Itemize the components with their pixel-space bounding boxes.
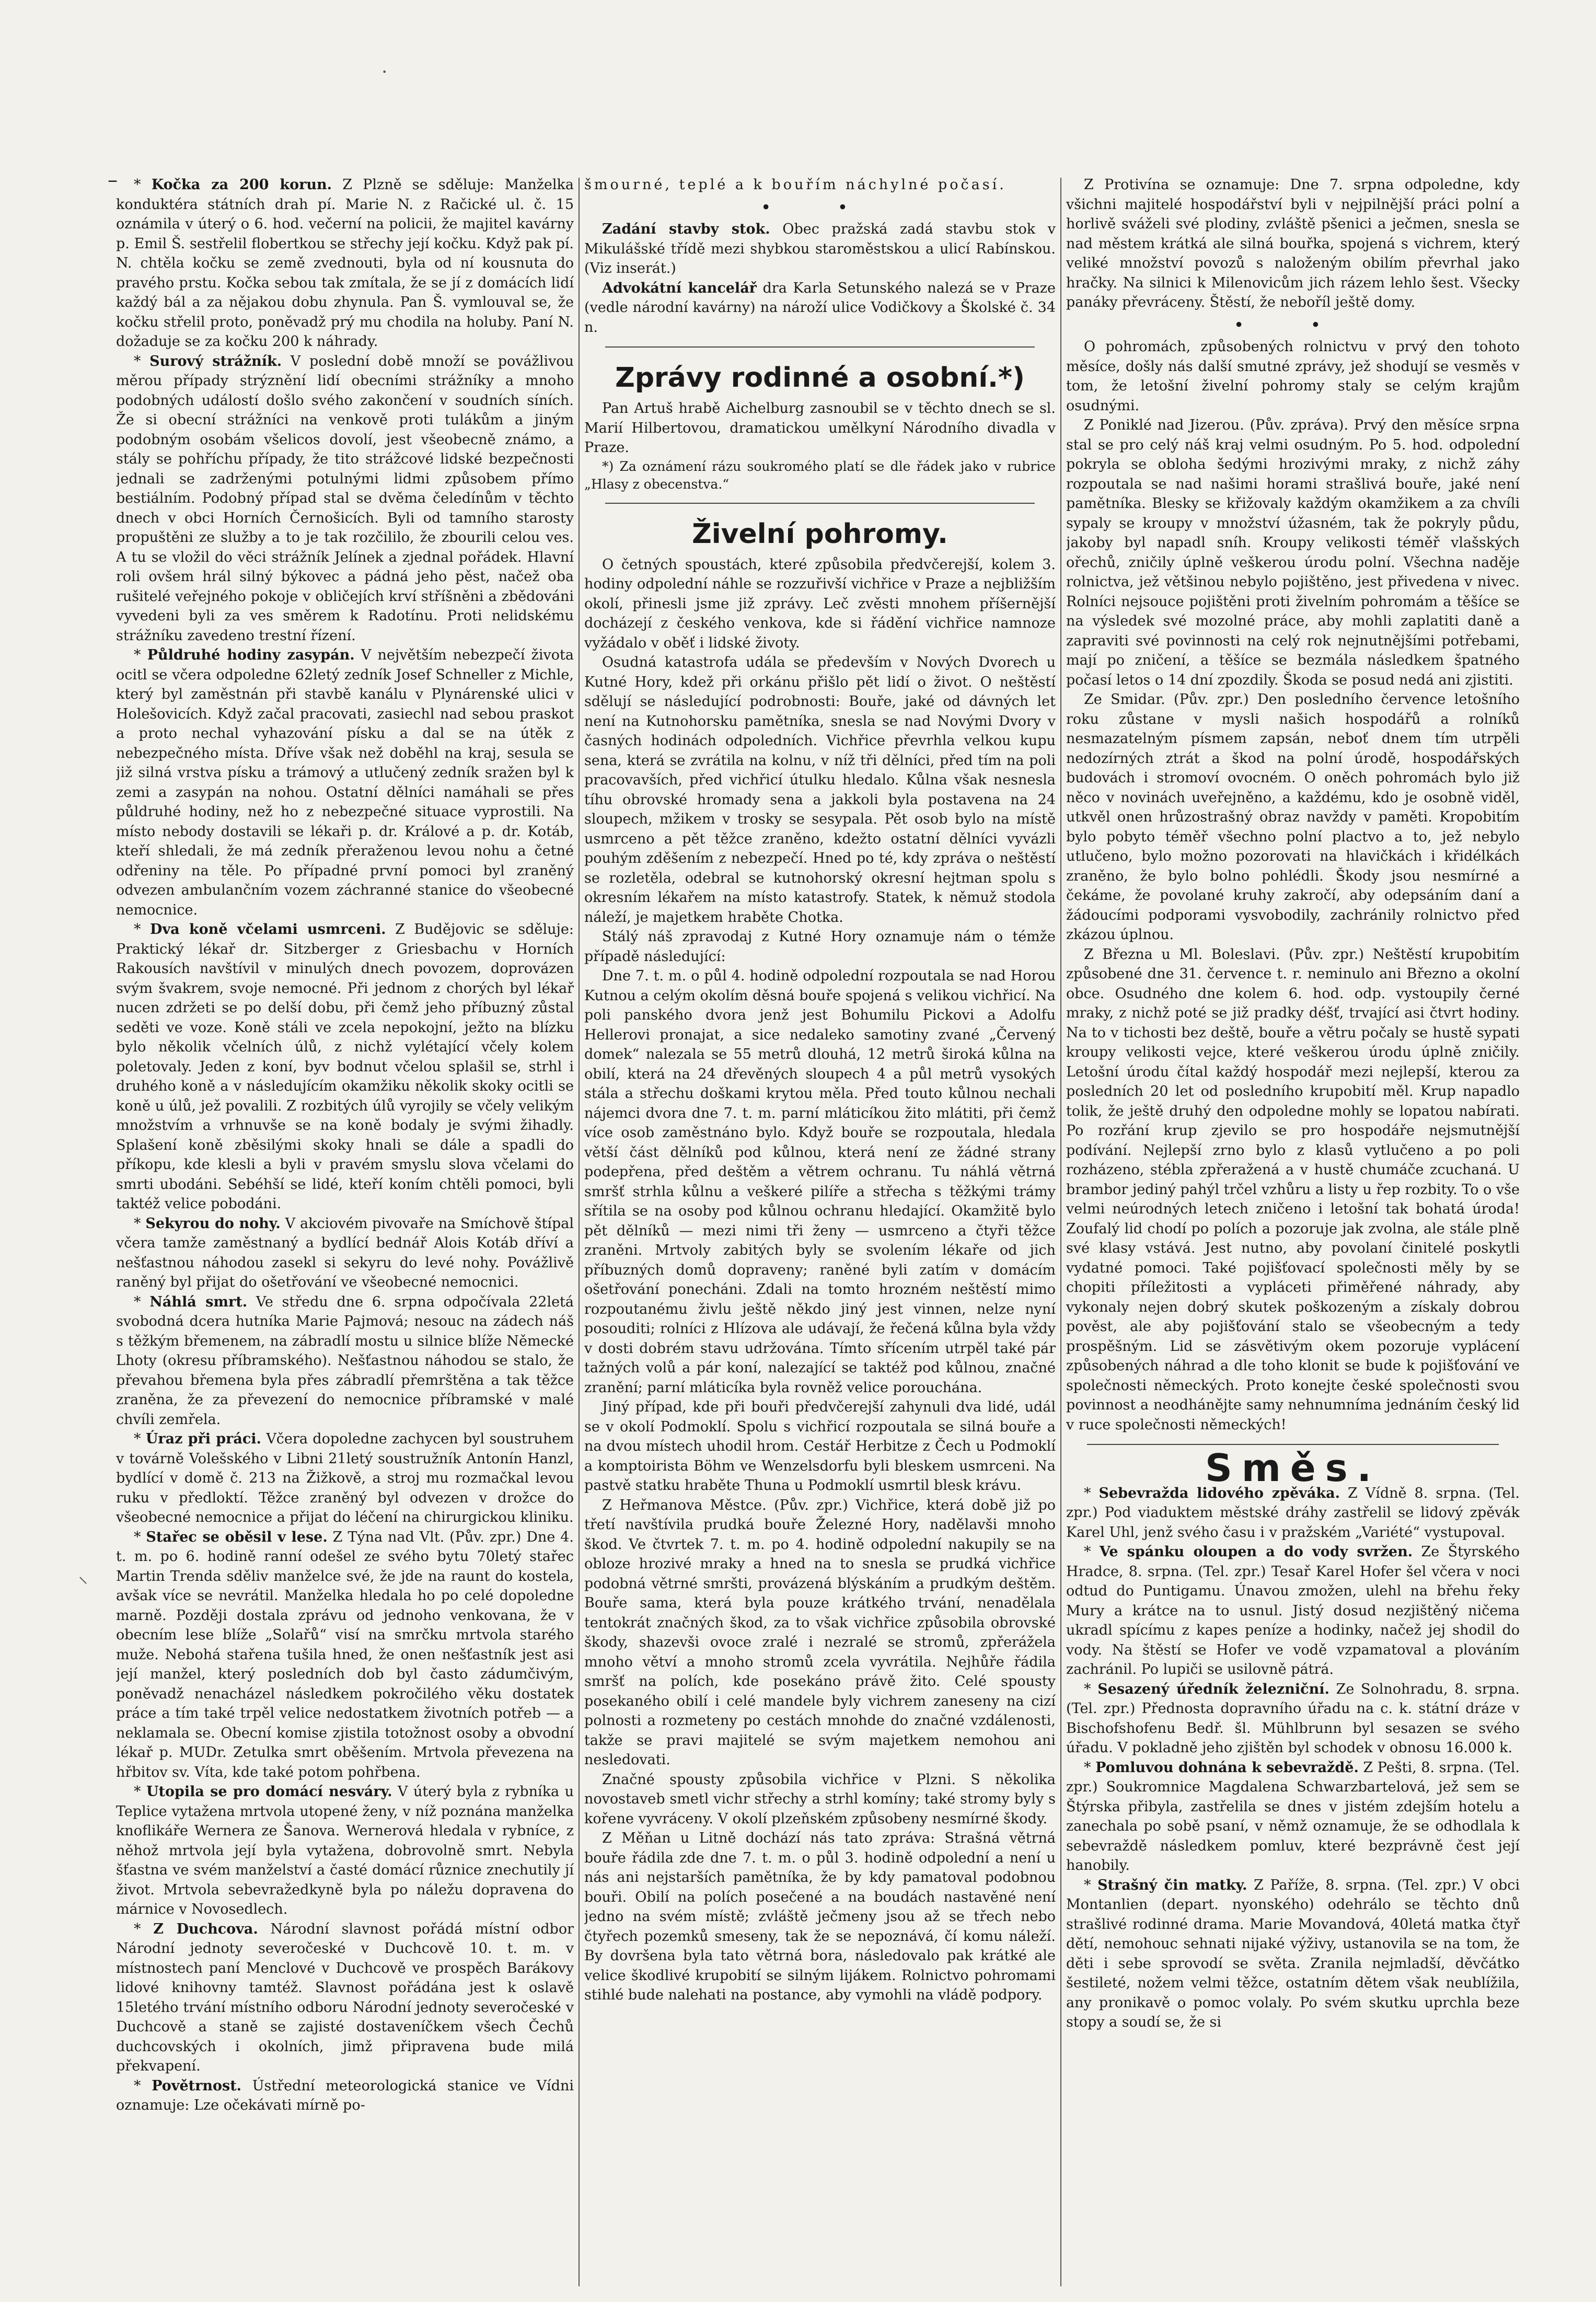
item-body: V akciovém pivovaře na Smíchově štípal včera tamže zaměstnaný a bydlící bednář Alois Kotáb dříví a nešťastnou náhodou zasekl si sekyru do levé nohy. Povážlivě raněný byl přijat do ošetřování ve všeobecné nemocnici. (116, 1215, 574, 1290)
item-body: Z Paříže, 8. srpna. (Tel. zpr.) V obci Montanlien (depart. nyonského) odehrálo se těchto dnů strašlivé rodinné drama. Marie Movandová, 40letá matka čtyř dětí, nemohouc sehnati nijaké výživy, ustanovila se na tom, že děti i sebe sprovodí se světa. Zranila nejmladší, děvčátko šestileté, nožem velmi těžce, ostatním dětem však neublížila, any pronikavě o pomoc volaly. Po svém skutku uprchla beze stopy a soudí se, že si (1066, 1877, 1520, 2030)
item-headline: Kočka za 200 korun. (151, 177, 332, 193)
smes-item: * Sebevražda lidového zpěváka. Z Vídně 8. srpna. (Tel. zpr.) Pod viaduktem městské dráhy zastřelil se lidový zpěvák Karel Uhl, jenž svého času i v pražském „Variété“ vystupoval. (1066, 1485, 1520, 1541)
notices-list (584, 219, 1056, 337)
item-headline: Pomluvou dohnána k sebevraždě. (1095, 1759, 1359, 1776)
disaster-paragraph: Z Března u Ml. Boleslavi. (Pův. zpr.) Neštěstí krupobitím způsobené dne 31. července t. r. neminulo ani Březno a okolní obce. Osudného dne kolem 6. hod. odp. vystoupily černé mraky, z nichž poté se již pradky déšť, trvající asi čtvrt hodiny. Na to v tichosti bez deště, bouře a větru počaly se hustě sypati kroupy velikosti vejce, které veškerou úrodu úplně zničily. Letošní úrodu čítal každý hospodář mezi nejlepší, kterou za posledních 20 let od posledního krupobití měl. Krup napadlo tolik, že ještě druhý den odpoledne mohly se lopatou nabírati. Po rozřání krup zjevilo se pro hospodáře nejsmutnější podívání. Nejlepší zrno bylo z klasů vytlučeno a po poli rozházeno, stébla zpřeražená a v hustě chumáče zcuchaná. U brambor jediný pahýl trčel vzhůru a listy u řep rozbity. To o vše velmi neúrodných letech zničeno i letošní tak bohatá úroda! Zoufalý lid chodí po polích a pozoruje jak zvolna, ale stále plně své klasy vstává. Jest nutno, aby povolaní činitelé poskytli vydatné pomoci. Také pojišťovací společnosti měly by se chopiti příležitosti a vypláceti přiměřené náhrady, aby vykonaly nejen dobrý skutek poškozeným a získaly dobrou pověst, ale aby pojišťování stalo se všeobecným a tedy prospěšným. Lid se zásvětivým okem pozoruje vyplácení způsobených náhrad a dle toho klonit se bude k pojišťování ve společnosti německých. Proto konejte české společnosti svou povinnost a neodhánějte samy nehnumníma jednáním český lid v ruce společnosti německých! (1066, 946, 1520, 1433)
news-item: * Dva koně včelami usmrceni. Z Budějovic se sděluje: Praktický lékař dr. Sitzberger z Griesbachu v Horních Rakousích navštívil v minulých dnech povozem, doprovázen svým švakrem, svoje nemocné. Při jednom z chorých byl lékař nucen zdržeti se po delší dobu, při čemž jeho příbuzný zůstal seděti ve voze. Koně stáli ve zcela nepokojní, ježto na blízku bylo několik včelních úlů, z nichž vylétající včely kolem poletovaly. Jeden z koní, byv bodnut včelou splašil se, strhl i druhého koně a v následujícím okamžiku několik skoky ocitli se koně u úlů, jež povalili. Z rozbitých úlů vyrojily se včely velikým množstvím a vrhnuvše se na koně bodaly je svými žihadly. Splašení koně zběsilými skoky hnali se dále a spadli do příkopu, kde klesli a byli v pravém smyslu slova včelami do smrti ubodáni. Sebéhší se lidé, kteří koním chtěli pomoci, byli taktéž velice pobodáni. (116, 921, 574, 1212)
weather-continuation: šmourné, teplé a k bouřím náchylné počasí. (584, 177, 1007, 193)
item-headline: Půldruhé hodiny zasypán. (147, 647, 355, 663)
notice-item (584, 279, 1056, 338)
news-item: * Kočka za 200 korun. Z Plzně se sděluje: Manželka konduktéra státních drah pí. Marie N. z Račické ul. č. 15 oznámila v úterý o 6. hod. večerní na policii, že majitel kavárny p. Emil Š. sestřelil flobertkou se střechy její kočku. Když pak pí. N. chtěla kočku se země zvednouti, byla od ní kousnuta do pravého prstu. Kočka sebou tak zmítala, že se jí z domácích lidí každý bál a za nějakou dobu zhynula. Pan Š. vymlouval se, že kočku střelil proto, poněvadž prý mu chodila na holuby. Paní N. dožaduje se za kočku 200 k náhrady. (116, 177, 574, 350)
smes-item: * Strašný čin matky. Z Paříže, 8. srpna. (Tel. zpr.) V obci Montanlien (depart. nyonského) odehrálo se těchto dnů strašlivé rodinné drama. Marie Movandová, 40letá matka čtyř dětí, nemohouc sehnati nijaké výživy, ustanovila se na tom, že děti i sebe sprovodí se světa. Zranila nejmladší, děvčátko šestileté, nožem velmi těžce, ostatním dětem však neublížila, any pronikavě o pomoc volaly. Po svém skutku uprchla beze stopy a soudí se, že si (1066, 1877, 1520, 2030)
item-body: Z Týna nad Vlt. (Pův. zpr.) Dne 4. t. m. po 6. hodině ranní odešel ze svého bytu 70letý stařec Martin Trenda sděliv manželce své, že jde na raunt do kostela, avšak více se nevrátil. Manželka hledala ho po celé dopoledne marně. Později dostala zprávu od jednoho venkovana, že v obecním lese blíže „Solařů“ visí na smrčku mrtvola starého muže. Nebohá stařena tušila hned, že onen nešťastník jest asi její manžel, který posledních dob byl často zádumčivým, poněvadž nenacházel následkem pokročilého věku dostatek práce a tím také trpěl velice nedostatkem životních potřeb — a neklamala se. Obecní komise zjistila totožnost osoby a obvodní lékař p. MUDr. Zetulka smrt oběšením. Mrtvola převezena na hřbitov sv. Víta, kde také potom pohřbena. (116, 1529, 574, 1780)
disaster-section-title: Živelní pohromy. (692, 518, 948, 550)
item-headline: Sesazený úředník železniční. (1097, 1681, 1329, 1697)
disaster-paragraph: Z Měňan u Litně dochází nás tato zpráva: Strašná větrná bouře řádila zde dne 7. t. m. o půl 3. hodině odpolední a není u nás ani nejstarších pamětníka, že by kdy pamatoval podobnou bouři. Obilí na polích posečené a na boudách nastavěné není jedno na svém místě; zvláště ječmeny jsou až se třech nebo čtyřech pozemků smeseny, tak že se nepoznává, čí komu náleží. By dovršena byla tato větrná bora, následovalo pak krátké ale velice škodlivé krupobití se silným lijákem. Rolnictvo pohromami stihlé bude nalehati na postance, aby vymohli na vládě podpory. (584, 1830, 1056, 2003)
disaster-paragraph: Stálý náš zpravodaj z Kutné Hory oznamuje nám o témže případě následující: (584, 929, 1056, 965)
item-headline: Stařec se oběsil v lese. (146, 1529, 328, 1545)
notice-headline: Zadání stavby stok. (602, 221, 770, 237)
column-rule-right (1060, 178, 1061, 2286)
item-headline: Sekyrou do nohy. (145, 1215, 281, 1232)
item-body: Z Vídně 8. srpna. (Tel. zpr.) Pod viaduktem městské dráhy zastřelil se lidový zpěvák Karel Uhl, jenž svého času i v pražském „Variété“ vystupoval. (1066, 1485, 1520, 1541)
item-headline: Náhlá smrt. (149, 1293, 248, 1310)
disaster-articles-continued (1066, 175, 1520, 1435)
family-announcement: Pan Artuš hrabě Aichelburg zasnoubil se v těchto dnech se sl. Marií Hilbertovou, dramatickou umělkyní Národního divadla v Praze. (584, 400, 1056, 456)
smes-section-title: Směs. (1205, 1446, 1381, 1490)
notice-item (584, 219, 1056, 279)
item-headline: Dva koně včelami usmrceni. (150, 921, 386, 938)
disaster-paragraph: Z Poniklé nad Jizerou. (Pův. zpráva). Prvý den měsíce srpna stal se pro celý náš kraj velmi osudným. Po 5. hod. odpolední pokryla se obloha šedými hrozivými mraky, z nichž záhy rozpoutala se nad našimi horami strašlivá bouře, jaké není pamětníka. Blesky se křižovaly každým okamžikem a za chvíli sypaly se kroupy v množství úžasném, tak že pokryly půdu, jakoby byl napadl sníh. Kroupy velikosti téměř vlašských ořechů, zničily úplně veškerou úrodu polní. Všechna naděje rolnictva, jež většinou nebylo pojištěno, jest přivedena v nivec. Rolníci nejsouce pojištěni proti živelním pohromám a těšíce se na výsledek své mozolné práce, aby mohli zaplatiti daně a zapraviti své povinnosti na celý rok nejnutnějšími potřebami, mají po zničení, a těšíce se bezmála následkem špatného počasí letos o 14 dní zpozdily. Škoda se posud nedá ani zjistiti. (1066, 417, 1520, 688)
family-section-title: Zprávy rodinné a osobní.*) (615, 362, 1025, 394)
item-body: V poslední době množí se povážlivou měrou případy strýznění lidí obecními strážníky a mnoho podobných událostí došlo svého zakončení v soudních síních. Že si obecní strážníci na venkově proti tulákům a jiným podobným osobám všelicos dovolí, jest všeobecně známo, a stály se pohříchu případy, že tito strážcové lidské bezpečnosti jednali se zadrženými potulnými lidmi způsobem přímo bestiálním. Podobný případ stal se dvěma čeledínům v těchto dnech v obci Horních Černošicích. Byli od tamního starosty propuštěni ze služby a to je tak rozčililo, že zbourili celou ves. A tu se vložil do věci strážník Jelínek a zjednal pořádek. Hlavní roli ovšem hrál silný býkovec a pádná jeho pěst, načež oba rušitelé veřejného pokoje v obličejích krví stříšněni a zbědováni vyvedeni byli za ves směrem k Radotínu. Proti nelidskému strážníku zavedeno trestní řízení. (116, 353, 574, 644)
news-item: * Stařec se oběsil v lese. Z Týna nad Vlt. (Pův. zpr.) Dne 4. t. m. po 6. hodině ranní odešel ze svého bytu 70letý stařec Martin Trenda sděliv manželce své, že jde na raunt do kostela, avšak více se nevrátil. Manželka hledala ho po celé dopoledne marně. Později dostala zprávu od jednoho venkovana, že v obecním lese blíže „Solařů“ visí na smrčku mrtvola starého muže. Nebohá stařena tušila hned, že onen nešťastník jest asi její manžel, který posledních dob byl často zádumčivým, poněvadž nenacházel následkem pokročilého věku dostatek práce a tím také trpěl velice nedostatkem životních potřeb — a neklamala se. Obecní komise zjistila totožnost osoby a obvodní lékař p. MUDr. Zetulka smrt oběšením. Mrtvola převezena na hřbitov sv. Víta, kde také potom pohřbena. (116, 1529, 574, 1780)
section-divider (1087, 1444, 1499, 1445)
item-headline: Surový strážník. (149, 353, 282, 369)
news-item: * Sekyrou do nohy. V akciovém pivovaře na Smíchově štípal včera tamže zaměstnaný a bydlící bednář Alois Kotáb dříví a nešťastnou náhodou zasekl si sekyru do levé nohy. Povážlivě raněný byl přijat do ošetřování ve všeobecné nemocnici. (116, 1215, 574, 1290)
smes-articles (1066, 1484, 1520, 2032)
margin-mark: ⁻ (107, 172, 119, 197)
smes-item: * Ve spánku oloupen a do vody svržen. Ze Štyrského Hradce, 8. srpna. (Tel. zpr.) Tesař Karel Hofer šel včera v noci odtud do Puntigamu. Únavou zmožen, ulehl na břehu řeky Mury a krátce na to usnul. Jistý dosud nezjištěný ničema ukradl spícímu z kapes peníze a hodinky, načež jej shodil do vody. Na štěstí se Hofer ve vodě vzpamatoval a plováním zachránil. Po lupiči se usilovně pátrá. (1066, 1544, 1520, 1678)
disaster-paragraph: Značné spousty způsobila vichřice v Plzni. S několika novostaveb smetl vichr střechy a strhl komíny; také stromy byly s kořene vyvráceny. V okolí plzeňském způsobeny nesmírné škody. (584, 1771, 1056, 1827)
disaster-paragraph: O pohromách, způsobených rolnictvu v prvý den tohoto měsíce, došly nás další smutné zprávy, jež shodují se vesměs v tom, že letošní živelní pohromy staly se celým krajům osudnými. (1066, 339, 1520, 414)
print-speck: · (381, 62, 388, 83)
column-rule-left (579, 178, 580, 2286)
item-body: Ze Solnohradu, 8. srpna. (Tel. zpr.) Přednosta dopravního úřadu na c. k. státní dráze v Bischofshofenu Bedř. šl. Mühlbrunn byl sesazen se svého úřadu. V pokladně jeho zjištěn byl schodek v obnosu 16.000 k. (1066, 1681, 1520, 1756)
news-item: * Půldruhé hodiny zasypán. V největším nebezpečí života ocitl se včera odpoledne 62letý zedník Josef Schneller z Michle, který byl zaměstnán při stavbě kanálu v Plynárenské ulici v Holešovicích. Když začal pracovati, zasiechl nad sebou praskot a proto nechal vyhazování písku a dal se na útěk z nebezpečného místa. Dříve však než doběhl na kraj, sesula se již silná vrstva písku a trámový a utlučený zedník sražen byl k zemi a zasypán na nohou. Ostatní dělníci namáhali se přes půldruhé hodiny, než ho z nebezpečné situace vyprostili. Na místo nebody dostavili se lékaři p. dr. Králové a p. dr. Kotáb, kteří shledali, že má zedník přeraženou levou nohu a četné odřeniny na těle. Po případné první pomoci byl zraněný odvezen ambulančním vozem záchranné stanice do všeobecné nemocnice. (116, 647, 574, 918)
column-left (116, 175, 574, 2286)
news-item: * Povětrnost. Ústřední meteorologická stanice ve Vídni oznamuje: Lze očekávati mírně po- (116, 2077, 574, 2113)
disaster-paragraph: Osudná katastrofa udála se především v Nových Dvorech u Kutné Hory, kdež při orkánu přišlo pět lidí o život. O neštěstí sdělují se následující podrobnosti: Bouře, jaké od dávných let není na Kutnohorsku pamětníka, snesla se nad Novými Dvory v časných hodinách odpoledních. Vichřice převrhla velkou kupu sena, která se zvrátila na kolnu, v níž tři dělníci, před tím na poli pracovavších, před vichřicí útulku hledalo. Kůlna však nesnesla tíhu obrovské hromady sena a jakkoli byla postavena na 24 sloupech, mžikem v trosky se sesypala. Pět osob bylo na místě usmrceno a pět těžce zraněno, kdežto ostatní dělníci vyvázli pouhým zděšením z nebezpečí. Hned po té, kdy zpráva o neštěstí se rozletěla, odebral se kutnohorský okresní hejtman spolu s okresním lékařem na místo katastrofy. Statek, k němuž stodola náleží, je majetkem hraběte Chotka. (584, 654, 1056, 926)
disaster-articles (584, 555, 1056, 2005)
item-body: V největším nebezpečí života ocitl se včera odpoledne 62letý zedník Josef Schneller z Michle, který byl zaměstnán při stavbě kanálu v Plynárenské ulici v Holešovicích. Když začal pracovati, zasiechl nad sebou praskot a proto nechal vyhazování písku a dal se na útěk z nebezpečného místa. Dříve však než doběhl na kraj, sesula se již silná vrstva písku a trámový a utlučený zedník sražen byl k zemi a zasypán na nohou. Ostatní dělníci namáhali se přes půldruhé hodiny, než ho z nebezpečné situace vyprostili. Na místo nebody dostavili se lékaři p. dr. Králové a p. dr. Kotáb, kteří shledali, že má zedník přeraženou levou nohu a četné odřeniny na těle. Po případné první pomoci byl zraněný odvezen ambulančním vozem záchranné stanice do všeobecné nemocnice. (116, 647, 574, 918)
item-headline: Z Duchcova. (153, 1921, 258, 1937)
item-body: Ve středu dne 6. srpna odpočívala 22letá svobodná dcera hutníka Marie Pajmová; nesouc na zádech náš s těžkým břemenem, na zábradlí mostu u silnice blíže Německé Lhoty (okresu příbramského). Nešťastnou náhodou se stalo, že převahou břemena byla přes zábradlí přemrštěna a tak těžce zraněna, že za převezení do nemocnice příbramské v malé chvíli zemřela. (116, 1293, 574, 1428)
item-body: Včera dopoledne zachycen byl soustruhem v továrně Volešského v Libni 21letý soustružník Antonín Hanzl, bydlící v domě č. 213 na Žižkově, a stroj mu rozmačkal levou ruku v předloktí. Těžce zraněný byl odvezen v drožce do všeobecné nemocnice a přijat do léčení na chirurgickou kliniku. (116, 1431, 574, 1525)
item-body: Ústřední meteorologická stanice ve Vídni oznamuje: Lze očekávati mírně po- (116, 2077, 574, 2113)
separator-dots: • • (1234, 317, 1351, 333)
item-body: Z Plzně se sděluje: Manželka konduktéra státních drah pí. Marie N. z Račické ul. č. 15 oznámila v úterý o 6. hod. večerní na policii, že majitel kavárny p. Emil Š. sestřelil flobertkou se střechy její kočku. Když pak pí. N. chtěla kočku se země zvednouti, byla od ní kousnuta do pravého prstu. Kočka sebou tak zmítala, že se jí z domácích lidí každý bál a za nějakou dobu zhynula. Pan Š. vymlouval se, že kočku střelil proto, poněvadž prý mu chodila na holuby. Paní N. dožaduje se za kočku 200 k náhrady. (116, 177, 574, 350)
disaster-paragraph: O četných spoustách, které způsobila předvčerejší, kolem 3. hodiny odpolední náhle se rozzuřivší vichřice v Praze a nejbližším okolí, přinesli jsme již zprávy. Leč zvěsti mnohem příšernější docházejí z českého venkova, kde si řádění vichřice namnoze vyžádalo v oběť i lidské životy. (584, 556, 1056, 651)
item-body: Z Budějovic se sděluje: Praktický lékař dr. Sitzberger z Griesbachu v Horních Rakousích navštívil v minulých dnech povozem, doprovázen svým švakrem, svoje nemocné. Při jednom z chorých byl lékař nucen zdržeti se po delší dobu, při čemž jeho příbuzný zůstal seděti ve voze. Koně stáli ve zcela nepokojní, ježto na blízku bylo několik včelních úlů, z nichž vylétající včely kolem poletovaly. Jeden z koní, byv bodnut včelou splašil se, strhl i druhého koně a v následujícím okamžiku několik skoky ocitli se koně u úlů, jež povalili. Z rozbitých úlů vyrojily se včely velikým množstvím a vrhnuvše se na koně bodaly je svými žihadly. Splašení koně zběsilými skoky hnali se dále a spadli do příkopu, kde klesli a byli v pravém smyslu slova včelami do smrti ubodáni. Sebéhší se lidé, kteří koním chtěli pomoci, byli taktéž velice pobodáni. (116, 921, 574, 1212)
print-speck: ⸜ (78, 1566, 88, 1587)
item-headline: Úraz při práci. (145, 1431, 261, 1447)
item-headline: Strašný čin matky. (1097, 1877, 1247, 1893)
smes-item: * Pomluvou dohnána k sebevraždě. Z Pešti, 8. srpna. (Tel. zpr.) Soukromnice Magdalena Schwarzbartelová, jež sem se Štýrska přibyla, zastřelila se dnes v jistém zdejším hotelu a zanechala po sobě psaní, v němž oznamuje, že se odhodlala k sebevraždě následkem pomluv, které bezprávně čest její hanobily. (1066, 1759, 1520, 1873)
notice-headline: Advokátní kancelář (602, 280, 757, 296)
disaster-paragraph: Ze Smidar. (Pův. zpr.) Den posledního července letošního roku zůstane v mysli našich hospodářů a rolníků nesmazatelným písmem zapsán, neboť dnem tím utrpěli nedozírných ztrát a škod na polní úrodě, hospodářských budovách i stromoví ovocném. O oněch pohromách bylo již něco v novinách uveřejněno, a každému, kdo je osobně viděl, utkvěl onen hrůzostrašný obraz navždy v paměti. Kropobitím bylo pobyto téměř všechno polní plactvo a to, jež nebylo utlučeno, bylo možno pozorovati na hlavičkách i křidélkách zraněno, že bylo bolno pohlédli. Škody jsou nesmírné a čekáme, že povolané kruhy zakročí, aby odepsáním daní a žádoucími podporami vysvobodily, zachránily rolnictvo před zkázou úplnou. (1066, 691, 1520, 943)
separator-dots: • • (761, 199, 878, 216)
item-headline: Sebevražda lidového zpěváka. (1098, 1485, 1340, 1501)
column-middle (584, 175, 1056, 2286)
disaster-paragraph: Jiný případ, kde při bouři předvčerejší zahynuli dva lidé, udál se v okolí Podmoklí. Spolu s vichřicí rozpoutala se silná bouře a na dvou místech uhodil hrom. Cestář Herbitze z Čech u Podmoklí a komptoirista Böhm ve Wenzelsdorfu byli bleskem usmrceni. Na pastvě statku hraběte Thuna u Podmoklí usmrtil blesk krávu. (584, 1399, 1056, 1494)
item-body: Národní slavnost pořádá místní odbor Národní jednoty severočeské v Duchcově 10. t. m. v místnostech paní Menclové v Duchcově ve prospěch Barákovy lidové knihovny tamtéž. Slavnost pořádána jest k oslavě 15letého trvání místního odboru Národní jednoty severočeské v Duchcově a staně se zajisté dostaveníčkem všech Čechů duchcovských i okolních, jimž připravena bude milá překvapení. (116, 1921, 574, 2074)
news-item: * Náhlá smrt. Ve středu dne 6. srpna odpočívala 22letá svobodná dcera hutníka Marie Pajmová; nesouc na zádech náš s těžkým břemenem, na zábradlí mostu u silnice blíže Německé Lhoty (okresu příbramského). Nešťastnou náhodou se stalo, že převahou břemena byla přes zábradlí přemrštěna a tak těžce zraněna, že za převezení do nemocnice příbramské v malé chvíli zemřela. (116, 1293, 574, 1428)
notice-body: dra Karla Setunského nalezá se v Praze (vedle národní kavárny) na nároží ulice Vodičkovy a Školské č. 34 n. (584, 280, 1056, 336)
news-item: * Surový strážník. V poslední době množí se povážlivou měrou případy strýznění lidí obecními strážníky a mnoho podobných událostí došlo svého zakončení v soudních síních. Že si obecní strážníci na venkově proti tulákům a jiným podobným osobám všelicos dovolí, jest všeobecně známo, a stály se pohříchu případy, že tito strážcové lidské bezpečnosti jednali se zadrženými potulnými lidmi způsobem přímo bestiálním. Podobný případ stal se dvěma čeledínům v těchto dnech v obci Horních Černošicích. Byli od tamního starosty propuštěni ze služby a to je tak rozčililo, že zbourili celou ves. A tu se vložil do věci strážník Jelínek a zjednal pořádek. Hlavní roli ovšem hrál silný býkovec a pádná jeho pěst, načež oba rušitelé veřejného pokoje v obličejích krví stříšněni a zbědováni vyvedeni byli za ves směrem k Radotínu. Proti nelidskému strážníku zavedeno trestní řízení. (116, 353, 574, 644)
item-body: Ze Štyrského Hradce, 8. srpna. (Tel. zpr.) Tesař Karel Hofer šel včera v noci odtud do Puntigamu. Únavou zmožen, ulehl na břehu řeky Mury a krátce na to usnul. Jistý dosud nezjištěný ničema ukradl spícímu z kapes peníze a hodinky, načež jej shodil do vody. Na štěstí se Hofer ve vodě vzpamatoval a plováním zachránil. Po lupiči se usilovně pátrá. (1066, 1544, 1520, 1678)
disaster-paragraph: Z Heřmanova Městce. (Pův. zpr.) Vichřice, která době již po třetí navštívila prudká bouře Železné Hory, nadělavši mnoho škod. Ve čtvrtek 7. t. m. po 4. hodině odpolední nakupily se na obloze hrozivé mraky a hned na to snesla se prudká vichřice podobná větrné smršti, provázená blýskáním a prudkým deštěm. Bouře sama, která byla pouze krátkého trvání, nenadělala tentokrát značných škod, za to však vichřice způsobila obrovské škody, shazevši ovoce zralé i nezralé se stromů, zpřerážela mnoho větví a mnoho stromů zcela vyvrátila. Nejhůře řádila smršť na polích, kde posekáno právě žito. Celé spousty posekaného obilí i celé mandele byly vichrem zaneseny na cizí polnosti a rozmeteny po cestách mnohde do značné vzdálenosti, takže se pravi majitelé se svým majetkem nemohou ani nesledovati. (584, 1497, 1056, 1768)
smes-item: * Sesazený úředník železniční. Ze Solnohradu, 8. srpna. (Tel. zpr.) Přednosta dopravního úřadu na c. k. státní dráze v Bischofshofenu Bedř. šl. Mühlbrunn byl sesazen se svého úřadu. V pokladně jeho zjištěn byl schodek v obnosu 16.000 k. (1066, 1681, 1520, 1756)
column-right (1066, 175, 1520, 2286)
news-item: * Utopila se pro domácí nesváry. V úterý byla z rybníka u Teplice vytažena mrtvola utopené ženy, v níž poznána manželka knoflikáře Wernera ze Šanova. Wernerová hledala v rybníce, z něhož mrtvola její byla vytažena, dobrovolně smrt. Nebyla šťastna ve svém manželství a časté domácí různice znechutily jí život. Mrtvola sebevražedkyně byla po náležu dopravena do márnice v Novosedlech. (116, 1784, 574, 1917)
news-item: * Z Duchcova. Národní slavnost pořádá místní odbor Národní jednoty severočeské v Duchcově 10. t. m. v místnostech paní Menclové v Duchcově ve prospěch Barákovy lidové knihovny tamtéž. Slavnost pořádána jest k oslavě 15letého trvání místního odboru Národní jednoty severočeské v Duchcově a staně se zajisté dostaveníčkem všech Čechů duchcovských i okolních, jimž připravena bude milá překvapení. (116, 1921, 574, 2074)
section-divider (605, 503, 1035, 504)
item-headline: Povětrnost. (152, 2077, 242, 2094)
section-divider (605, 346, 1035, 348)
notice-body: Obec pražská zadá stavbu stok v Mikulášské třídě mezi shybkou staroměstskou a ulicí Rabínskou. (Viz inserát.) (584, 221, 1056, 276)
disaster-paragraph: Dne 7. t. m. o půl 4. hodině odpolední rozpoutala se nad Horou Kutnou a celým okolím děsná bouře spojená s velikou vichřicí. Na poli panského dvora jenž jest Bohumilu Pickovi a Adolfu Hellerovi pronajat, a sice nedaleko samotiny zvané „Červený domek“ nalezala se 55 metrů dlouhá, 12 metrů široká kůlna na obilí, která na 24 dřevěných sloupech 4 a půl metrů vysokých stála a střechu doškami krytou měla. Před touto kůlnou nechali nájemci dvora dne 7. t. m. parní mláticíkou žito mlátiti, při čemž více osob zaměstnáno bylo. Když bouře se rozpoutala, hledala větší část dělníků pod kůlnou, která není ze žádné strany podepřena, před deštěm a větrem ochranu. Tu náhlá větrná smršť strhla kůlnu a veškeré pilíře a střecha s těžkými trámy sřítila se na osoby pod kůlnou ochranu hledající. Okamžitě bylo pět dělníků — mezi nimi tři ženy — usmrceno a čtyři těžce zraněni. Mrtvoly zabitých byly se svolením lékaře od jich příbuzných domů dopraveny; raněné byli zatím v domácím ošetřování ponecháni. Zdali na tomto hrozném neštěstí mimo rozpoutanému živlu ještě někdo jiný jest vinnen, nelze nyní posouditi; rolníci z Hlízova ale udávají, že řečená kůlna byla vždy v dosti dobrém stavu udržována. Tímto sřícením utrpěl také pár tažných volů a pár koní, nalezající se taktéž pod kůlnou, značné zranění; parní mláticíka byla rovněž velice porouchána. (584, 968, 1056, 1396)
item-headline: Ve spánku oloupen a do vody svržen. (1099, 1544, 1413, 1560)
item-body: Z Pešti, 8. srpna. (Tel. zpr.) Soukromnice Magdalena Schwarzbartelová, jež sem se Štýrska přibyla, zastřelila se dnes v jistém zdejším hotelu a zanechala po sobě psaní, v němž oznamuje, že se odhodlala k sebevraždě následkem pomluv, které bezprávně čest její hanobily. (1066, 1759, 1520, 1873)
item-headline: Utopila se pro domácí nesváry. (146, 1784, 392, 1800)
item-body: V úterý byla z rybníka u Teplice vytažena mrtvola utopené ženy, v níž poznána manželka knoflikáře Wernera ze Šanova. Wernerová hledala v rybníce, z něhož mrtvola její byla vytažena, dobrovolně smrt. Nebyla šťastna ve svém manželství a časté domácí různice znechutily jí život. Mrtvola sebevražedkyně byla po náležu dopravena do márnice v Novosedlech. (116, 1784, 574, 1917)
family-footnote: *) Za oznámení rázu soukromého platí se dle řádek jako v rubrice „Hlasy z obecenstva.“ (584, 458, 1056, 492)
news-item: * Úraz při práci. Včera dopoledne zachycen byl soustruhem v továrně Volešského v Libni 21letý soustružník Antonín Hanzl, bydlící v domě č. 213 na Žižkově, a stroj mu rozmačkal levou ruku v předloktí. Těžce zraněný byl odvezen v drožce do všeobecné nemocnice a přijat do léčení na chirurgickou kliniku. (116, 1431, 574, 1525)
disaster-paragraph: Z Protivína se oznamuje: Dne 7. srpna odpoledne, kdy všichni majitelé hospodářství byli v nejpilnější práci polní a horlivě sváželi své plodiny, zvláště pšenici a ječmen, snesla se nad městem krátká ale silná bouřka, spojená s vichrem, který veliké množství povozů s naloženým obilím převrhal jako hračky. Na silnici k Milenovicům jich rázem lehlo šest. Všecky panáky převráceny. Štěstí, že neboříl ještě domy. (1066, 177, 1520, 310)
